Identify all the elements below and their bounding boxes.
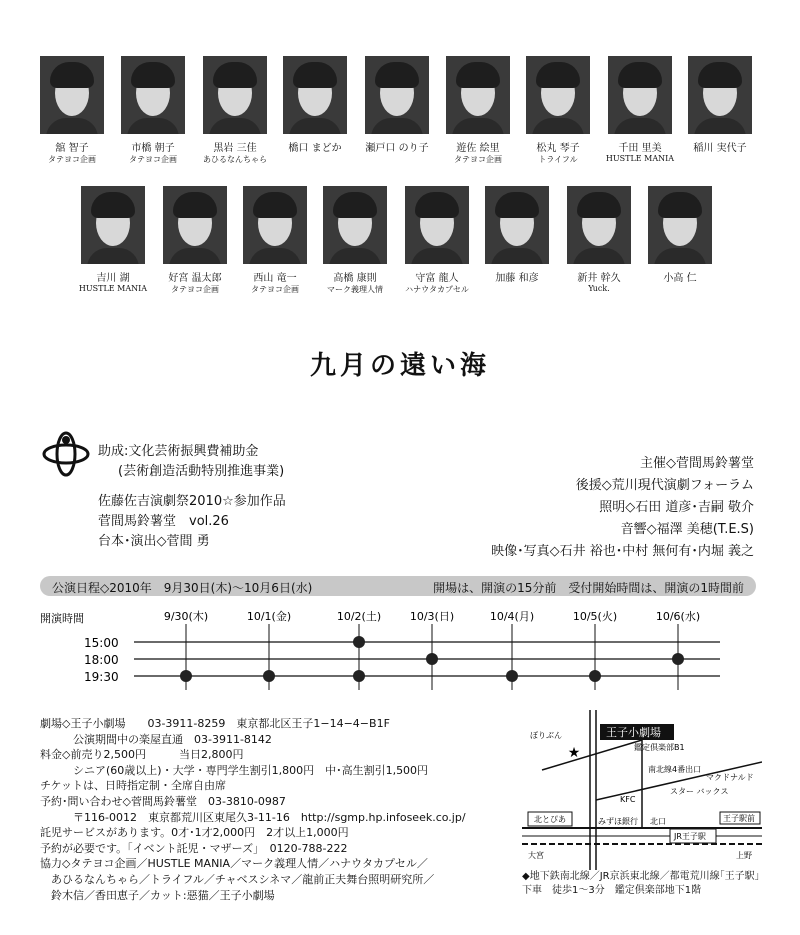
schedule-date: 10/2(土) — [336, 610, 382, 623]
portrait-photo — [405, 186, 469, 264]
cast-member — [392, 186, 482, 295]
map-star-icon: ★ — [567, 745, 581, 761]
access-note: ◆地下鉄南北線／JR京浜東北線／都電荒川線｢王子駅｣下車 徒歩1～3分 鑑定倶楽部地下1階 — [522, 871, 760, 896]
cast-name: 市橋 朝子 — [131, 143, 175, 154]
schedule-date: 10/1(金) — [246, 610, 292, 623]
schedule-grid — [40, 600, 740, 700]
credit-lighting: 照明◇石田 道彦･吉嗣 敬介 — [599, 500, 754, 515]
schedule-time: 15:00 — [84, 636, 119, 650]
performance-dot — [180, 670, 192, 682]
cast-member — [190, 56, 280, 165]
schedule-header-left: 公演日程◇2010年 9月30日(木)～10月6日(水) — [52, 581, 313, 595]
portrait-photo — [485, 186, 549, 264]
schedule-time: 18:00 — [84, 653, 119, 667]
map-kfc: KFC — [620, 795, 636, 804]
cast-affiliation: HUSTLE MANIA — [605, 154, 675, 163]
info-line: 劇場◇王子小劇場 03-3911-8259 東京都北区王子1−14−4−B1F — [40, 717, 390, 730]
cast-member — [472, 186, 562, 284]
info-line: 〒116-0012 東京都荒川区東尾久3-11-16 http://sgmp.hp.infoseek.co.jp/ — [40, 810, 466, 824]
performance-dot — [426, 653, 438, 665]
writer-director: 台本･演出◇菅間 勇 — [98, 534, 210, 549]
schedule-date: 10/5(火) — [572, 610, 618, 623]
cast-member — [68, 186, 158, 293]
info-line: 協力◇タテヨコ企画／HUSTLE MANIA／マーク義理人情／ハナウタカプセル／ — [40, 857, 428, 871]
portrait-photo — [40, 56, 104, 134]
portrait-photo — [243, 186, 307, 264]
portrait-photo — [526, 56, 590, 134]
portrait-photo — [688, 56, 752, 134]
cast-name: 吉川 湖 — [96, 273, 130, 284]
portrait-photo — [163, 186, 227, 264]
schedule-header-right: 開場は、開演の15分前 受付開始時間は、開演の1時間前 — [433, 581, 744, 595]
cast-name: 守富 龍人 — [415, 273, 459, 284]
performance-dot — [506, 670, 518, 682]
cast-member — [352, 56, 442, 154]
cast-affiliation: タテヨコ企画 — [171, 285, 219, 294]
cast-affiliation: タテヨコ企画 — [48, 155, 96, 164]
cast-member — [27, 56, 117, 165]
info-line: 託児サービスがあります。0才･1才2,000円 2才以上1,000円 — [40, 826, 349, 840]
credit-video: 映像･写真◇石井 裕也･中村 無何有･内堀 義之 — [491, 544, 754, 559]
map-starbucks: スター バックス — [670, 787, 729, 796]
cast-affiliation: トライフル — [538, 155, 578, 164]
info-line: 料金◇前売り2,500円 当日2,800円 — [40, 748, 244, 762]
portrait-photo — [283, 56, 347, 134]
cast-affiliation: Yuck. — [588, 284, 610, 293]
cast-affiliation: HUSTLE MANIA — [78, 284, 148, 293]
map-station: JR王子駅 — [674, 832, 706, 841]
performance-dot — [263, 670, 275, 682]
map-theater: 王子小劇場 — [606, 726, 661, 739]
performance-dot — [672, 653, 684, 665]
access-map — [522, 710, 762, 870]
cast-member — [554, 186, 644, 293]
schedule-date: 10/3(日) — [409, 610, 455, 623]
company-vol: 菅間馬鈴薯堂 vol.26 — [98, 514, 229, 529]
cast-member — [595, 56, 685, 163]
cast-member — [230, 186, 320, 295]
info-line: シニア(60歳以上)・大学・専門学生割引1,800円 中･高生割引1,500円 — [40, 763, 429, 777]
cast-name: 千田 里美 — [618, 143, 662, 154]
cast-name: 西山 竜一 — [253, 273, 297, 284]
map-bank: みずほ銀行 — [598, 817, 638, 826]
portrait-photo — [203, 56, 267, 134]
portrait-photo — [608, 56, 672, 134]
info-line: 予約･問い合わせ◇菅間馬鈴薯堂 03-3810-0987 — [40, 794, 286, 808]
cast-affiliation: タテヨコ企画 — [454, 155, 502, 164]
cast-affiliation: あひるなんちゃら — [203, 155, 267, 164]
cast-affiliation: マーク義理人情 — [327, 285, 383, 294]
map-mcdonalds: マクドナルド — [706, 773, 754, 782]
cast-member — [675, 56, 765, 154]
cast-name: 松丸 琴子 — [536, 143, 580, 154]
cast-name: 遊佐 絵里 — [456, 143, 500, 154]
portrait-photo — [648, 186, 712, 264]
cast-name: 橋口 まどか — [288, 143, 342, 154]
cast-name: 小高 仁 — [663, 273, 697, 284]
portrait-photo — [81, 186, 145, 264]
cast-name: 好宮 温太郎 — [168, 273, 222, 284]
cast-affiliation: ハナウタカプセル — [405, 285, 469, 294]
map-landmark-1: ぼりぶん — [530, 731, 562, 740]
schedule-time: 19:30 — [84, 670, 119, 684]
cast-member — [310, 186, 400, 295]
info-line: 鈴木信／香田恵子／カット:惡猫／王子小劇場 — [40, 888, 275, 902]
portrait-photo — [567, 186, 631, 264]
company-logo-icon — [40, 430, 92, 478]
schedule-header — [40, 576, 756, 596]
cast-member — [433, 56, 523, 165]
play-title: 九月の遠い海 — [309, 351, 490, 381]
info-line: 予約が必要です。｢イベント託児・マザーズ｣ 0120-788-222 — [40, 841, 348, 855]
credit-organizer: 主催◇菅間馬鈴薯堂 — [640, 456, 754, 471]
map-omiya: 大宮 — [528, 851, 544, 860]
credit-sound: 音響◇福澤 美穂(T.E.S) — [620, 522, 754, 537]
portrait-photo — [365, 56, 429, 134]
info-line: あひるなんちゃら／トライフル／チャベスシネマ／龍前正夫舞台照明研究所／ — [40, 872, 435, 886]
portrait-photo — [323, 186, 387, 264]
map-ekimae: 王子駅前 — [723, 814, 755, 823]
info-line: チケットは、日時指定制・全席自由席 — [40, 779, 227, 793]
cast-affiliation: タテヨコ企画 — [251, 285, 299, 294]
portrait-photo — [446, 56, 510, 134]
schedule-date: 9/30(木) — [163, 610, 209, 623]
cast-name: 加藤 和彦 — [495, 273, 539, 284]
map-building: 鑑定倶楽部B1 — [634, 743, 685, 752]
cast-name: 高橋 康則 — [333, 273, 377, 284]
cast-name: 舘 智子 — [55, 143, 89, 154]
map-kitatopia: 北とぴあ — [534, 815, 566, 824]
schedule-time-label: 開演時間 — [40, 612, 84, 625]
ticket-info — [40, 716, 466, 903]
map-exit: 北口 — [650, 817, 666, 826]
performance-dot — [353, 636, 365, 648]
map-ueno: 上野 — [736, 851, 752, 860]
credit-support: 後援◇荒川現代演劇フォーラム — [575, 478, 754, 493]
schedule-date: 10/4(月) — [489, 610, 535, 623]
grant-line-1: 助成:文化芸術振興費補助金 — [98, 444, 259, 459]
festival-line: 佐藤佐吉演劇祭2010☆参加作品 — [98, 494, 286, 509]
cast-member — [108, 56, 198, 165]
map-bus-stop: 南北線4番出口 — [648, 765, 702, 774]
cast-member — [150, 186, 240, 295]
cast-member — [513, 56, 603, 165]
cast-member — [635, 186, 725, 284]
portrait-photo — [121, 56, 185, 134]
cast-member — [270, 56, 360, 154]
performance-dot — [589, 670, 601, 682]
cast-name: 黒岩 三佳 — [213, 143, 257, 154]
cast-affiliation: タテヨコ企画 — [129, 155, 177, 164]
cast-name: 稲川 実代子 — [693, 143, 747, 154]
cast-name: 新井 幹久 — [577, 273, 621, 284]
info-line: 公演期間中の楽屋直通 03-3911-8142 — [40, 732, 272, 746]
cast-name: 瀬戸口 のり子 — [365, 143, 429, 154]
grant-line-2: (芸術創造活動特別推進事業) — [118, 464, 285, 479]
schedule-date: 10/6(水) — [655, 610, 701, 623]
performance-dot — [353, 670, 365, 682]
